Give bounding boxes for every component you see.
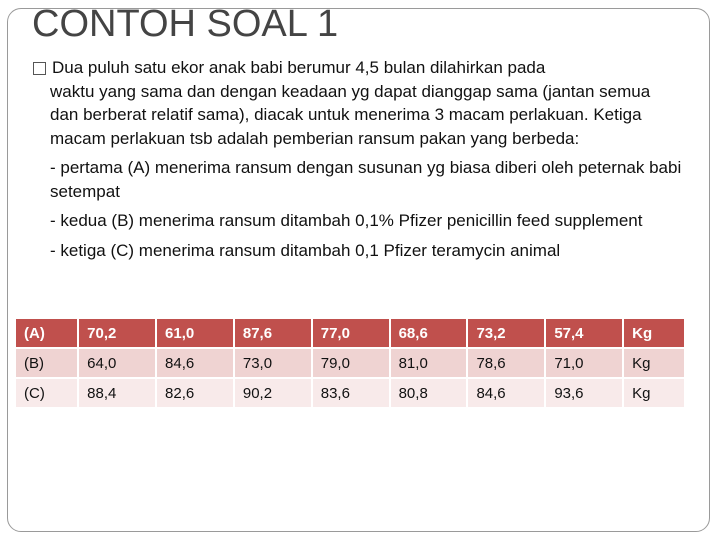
table-cell-unit: Kg bbox=[624, 379, 684, 407]
table-cell-value: 57,4 bbox=[546, 319, 622, 347]
table-cell-value: 81,0 bbox=[391, 349, 467, 377]
treatment-item-b: - kedua (B) menerima ransum ditambah 0,1% Pfizer penicillin feed supplement bbox=[50, 211, 643, 230]
table-cell-value: 84,6 bbox=[468, 379, 544, 407]
table-cell-value: 61,0 bbox=[157, 319, 233, 347]
table-cell-value: 90,2 bbox=[235, 379, 311, 407]
table-cell-value: 79,0 bbox=[313, 349, 389, 377]
table-cell-value: 70,2 bbox=[79, 319, 155, 347]
table-cell-value: 87,6 bbox=[235, 319, 311, 347]
table-cell-value: 78,6 bbox=[468, 349, 544, 377]
table-cell-unit: Kg bbox=[624, 319, 684, 347]
table-cell-value: 68,6 bbox=[391, 319, 467, 347]
square-bullet-icon bbox=[33, 62, 46, 75]
intro-paragraph: waktu yang sama dan dengan keadaan yg dapat dianggap sama (jantan semua dan berberat relatif sama), diacak untuk menerima 3 macam perlakuan. Ketiga macam perlakuan tsb adalah pemberian ransum pakan yang berbeda: bbox=[50, 81, 651, 148]
slide-title: CONTOH SOAL 1 bbox=[32, 3, 339, 45]
table-cell-value: 71,0 bbox=[546, 349, 622, 377]
table-cell-label: (A) bbox=[16, 319, 77, 347]
treatment-item-c: - ketiga (C) menerima ransum ditambah 0,1 Pfizer teramycin animal bbox=[50, 240, 561, 260]
table-cell-value: 93,6 bbox=[546, 379, 622, 407]
table-cell-value: 64,0 bbox=[79, 349, 155, 377]
bullet-paragraph bbox=[33, 56, 683, 80]
table-cell-value: 77,0 bbox=[313, 319, 389, 347]
table-cell-value: 80,8 bbox=[391, 379, 467, 407]
table-cell-label: (B) bbox=[16, 349, 77, 377]
table-cell-value: 83,6 bbox=[313, 379, 389, 407]
slide-body bbox=[33, 56, 683, 262]
table-row bbox=[16, 379, 684, 407]
table-cell-value: 73,0 bbox=[235, 349, 311, 377]
table-cell-value: 88,4 bbox=[79, 379, 155, 407]
table-cell-label: (C) bbox=[16, 379, 77, 407]
treatment-item-a: - pertama (A) menerima ransum dengan susunan yg biasa diberi oleh peternak babi setempat bbox=[50, 158, 682, 201]
table-row bbox=[16, 319, 684, 347]
table-cell-unit: Kg bbox=[624, 349, 684, 377]
table-cell-value: 84,6 bbox=[157, 349, 233, 377]
data-table bbox=[14, 317, 686, 409]
table-row bbox=[16, 349, 684, 377]
table-cell-value: 82,6 bbox=[157, 379, 233, 407]
table-cell-value: 73,2 bbox=[468, 319, 544, 347]
intro-first-line: Dua puluh satu ekor anak babi berumur 4,5 bulan dilahirkan pada bbox=[52, 58, 546, 77]
